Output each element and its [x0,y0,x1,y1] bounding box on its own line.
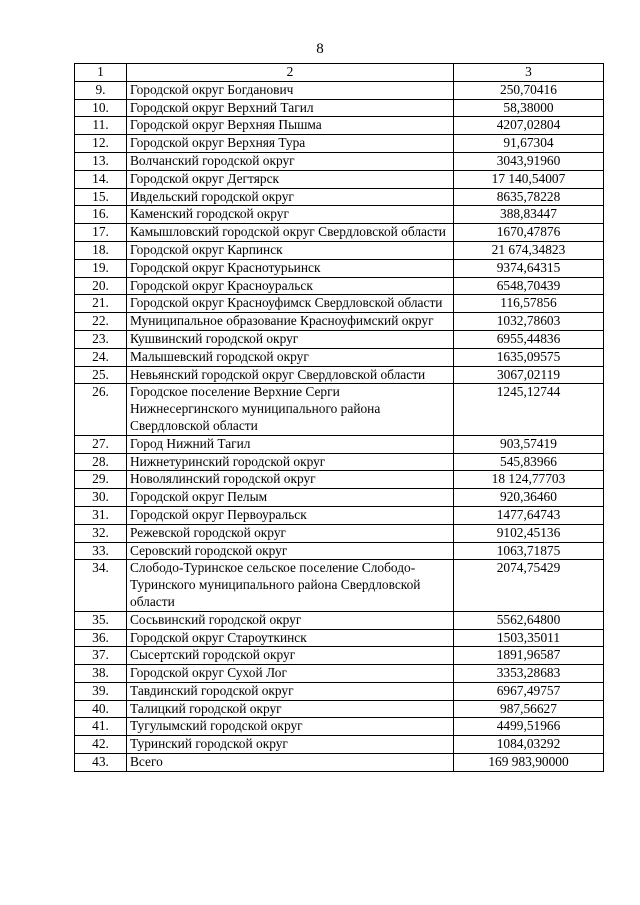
row-number: 29. [75,471,127,489]
table-row [75,435,604,453]
row-value: 4499,51966 [454,718,604,736]
row-value: 5562,64800 [454,611,604,629]
row-number: 14. [75,170,127,188]
row-name: Каменский городской округ [127,206,454,224]
row-value: 250,70416 [454,81,604,99]
row-value: 3353,28683 [454,665,604,683]
row-name: Городской округ Красноуральск [127,277,454,295]
header-col-3: 3 [454,64,604,82]
row-name: Невьянский городской округ Свердловской области [127,366,454,384]
row-name: Тугулымский городской округ [127,718,454,736]
row-number: 34. [75,560,127,611]
row-number: 24. [75,348,127,366]
table-row [75,611,604,629]
header-col-1: 1 [75,64,127,82]
row-value: 1635,09575 [454,348,604,366]
table-row [75,348,604,366]
table-row [75,736,604,754]
table-row [75,506,604,524]
table-row [75,99,604,117]
header-col-2: 2 [127,64,454,82]
row-value: 9102,45136 [454,524,604,542]
table-row [75,384,604,435]
row-value: 9374,64315 [454,259,604,277]
page-number: 8 [316,41,324,57]
row-number: 38. [75,665,127,683]
row-value: 6548,70439 [454,277,604,295]
row-value: 388,83447 [454,206,604,224]
row-name: Городской округ Пелым [127,489,454,507]
table-row [75,135,604,153]
row-value: 920,36460 [454,489,604,507]
row-value: 1063,71875 [454,542,604,560]
row-value: 1503,35011 [454,629,604,647]
table-row [75,560,604,611]
row-name: Талицкий городской округ [127,700,454,718]
row-value: 91,67304 [454,135,604,153]
row-value: 21 674,34823 [454,241,604,259]
table-row [75,206,604,224]
row-number: 39. [75,682,127,700]
row-number: 16. [75,206,127,224]
row-name: Туринский городской округ [127,736,454,754]
row-name: Кушвинский городской округ [127,330,454,348]
table-row [75,647,604,665]
row-number: 36. [75,629,127,647]
table-row [75,489,604,507]
row-value: 1891,96587 [454,647,604,665]
row-number: 12. [75,135,127,153]
row-name: Камышловский городской округ Свердловской области [127,224,454,242]
row-number: 23. [75,330,127,348]
row-name: Городской округ Дегтярск [127,170,454,188]
row-number: 10. [75,99,127,117]
row-number: 13. [75,152,127,170]
row-number: 25. [75,366,127,384]
row-value: 1670,47876 [454,224,604,242]
row-number: 35. [75,611,127,629]
row-number: 41. [75,718,127,736]
row-value: 17 140,54007 [454,170,604,188]
table-row [75,117,604,135]
row-value: 6955,44836 [454,330,604,348]
row-value: 58,38000 [454,99,604,117]
row-number: 21. [75,295,127,313]
row-name: Городское поселение Верхние Серги Нижнесергинского муниципального района Свердловской области [127,384,454,435]
row-number: 42. [75,736,127,754]
row-number: 17. [75,224,127,242]
row-number: 20. [75,277,127,295]
row-name: Муниципальное образование Красноуфимский округ [127,313,454,331]
row-value: 4207,02804 [454,117,604,135]
row-value: 1477,64743 [454,506,604,524]
table-row [75,453,604,471]
table-row [75,542,604,560]
table-row [75,524,604,542]
row-number: 27. [75,435,127,453]
table-row [75,295,604,313]
table-row [75,81,604,99]
table-row [75,277,604,295]
table-body [75,81,604,771]
row-name: Городской округ Красноуфимск Свердловской области [127,295,454,313]
row-value: 169 983,90000 [454,754,604,772]
row-number: 28. [75,453,127,471]
row-name: Режевской городской округ [127,524,454,542]
row-number: 31. [75,506,127,524]
table-row [75,700,604,718]
row-number: 32. [75,524,127,542]
row-name: Сосьвинский городской округ [127,611,454,629]
table-header-row [75,64,604,82]
row-number: 15. [75,188,127,206]
table-row [75,682,604,700]
row-value: 6967,49757 [454,682,604,700]
row-value: 987,56627 [454,700,604,718]
table-row [75,170,604,188]
row-name: Сысертский городской округ [127,647,454,665]
table-row [75,754,604,772]
row-name: Городской округ Первоуральск [127,506,454,524]
table-row [75,224,604,242]
row-value: 18 124,77703 [454,471,604,489]
table-row [75,629,604,647]
row-number: 40. [75,700,127,718]
row-value: 116,57856 [454,295,604,313]
allocation-table [74,63,604,772]
row-name: Новолялинский городской округ [127,471,454,489]
row-value: 1084,03292 [454,736,604,754]
row-name: Всего [127,754,454,772]
row-number: 18. [75,241,127,259]
row-number: 26. [75,384,127,435]
row-name: Городской округ Староуткинск [127,629,454,647]
row-value: 2074,75429 [454,560,604,611]
row-name: Городской округ Карпинск [127,241,454,259]
row-name: Тавдинский городской округ [127,682,454,700]
row-name: Город Нижний Тагил [127,435,454,453]
row-number: 43. [75,754,127,772]
row-name: Слободо-Туринское сельское поселение Слободо-Туринского муниципального района Свердловской области [127,560,454,611]
row-number: 9. [75,81,127,99]
row-name: Городской округ Богданович [127,81,454,99]
row-value: 545,83966 [454,453,604,471]
row-value: 3043,91960 [454,152,604,170]
row-name: Городской округ Верхняя Пышма [127,117,454,135]
row-number: 37. [75,647,127,665]
table-row [75,188,604,206]
row-number: 22. [75,313,127,331]
row-name: Городской округ Верхний Тагил [127,99,454,117]
row-name: Городской округ Краснотурьинск [127,259,454,277]
row-number: 19. [75,259,127,277]
row-value: 8635,78228 [454,188,604,206]
row-name: Городской округ Верхняя Тура [127,135,454,153]
table-row [75,665,604,683]
table-row [75,471,604,489]
row-name: Волчанский городской округ [127,152,454,170]
row-value: 903,57419 [454,435,604,453]
table-row [75,241,604,259]
row-name: Серовский городской округ [127,542,454,560]
row-value: 1032,78603 [454,313,604,331]
table-row [75,313,604,331]
row-name: Ивдельский городской округ [127,188,454,206]
table-row [75,152,604,170]
table-row [75,330,604,348]
row-name: Нижнетуринский городской округ [127,453,454,471]
row-number: 11. [75,117,127,135]
row-value: 3067,02119 [454,366,604,384]
table-row [75,259,604,277]
table-row [75,366,604,384]
table-row [75,718,604,736]
row-number: 33. [75,542,127,560]
row-name: Городской округ Сухой Лог [127,665,454,683]
row-name: Малышевский городской округ [127,348,454,366]
row-value: 1245,12744 [454,384,604,435]
row-number: 30. [75,489,127,507]
